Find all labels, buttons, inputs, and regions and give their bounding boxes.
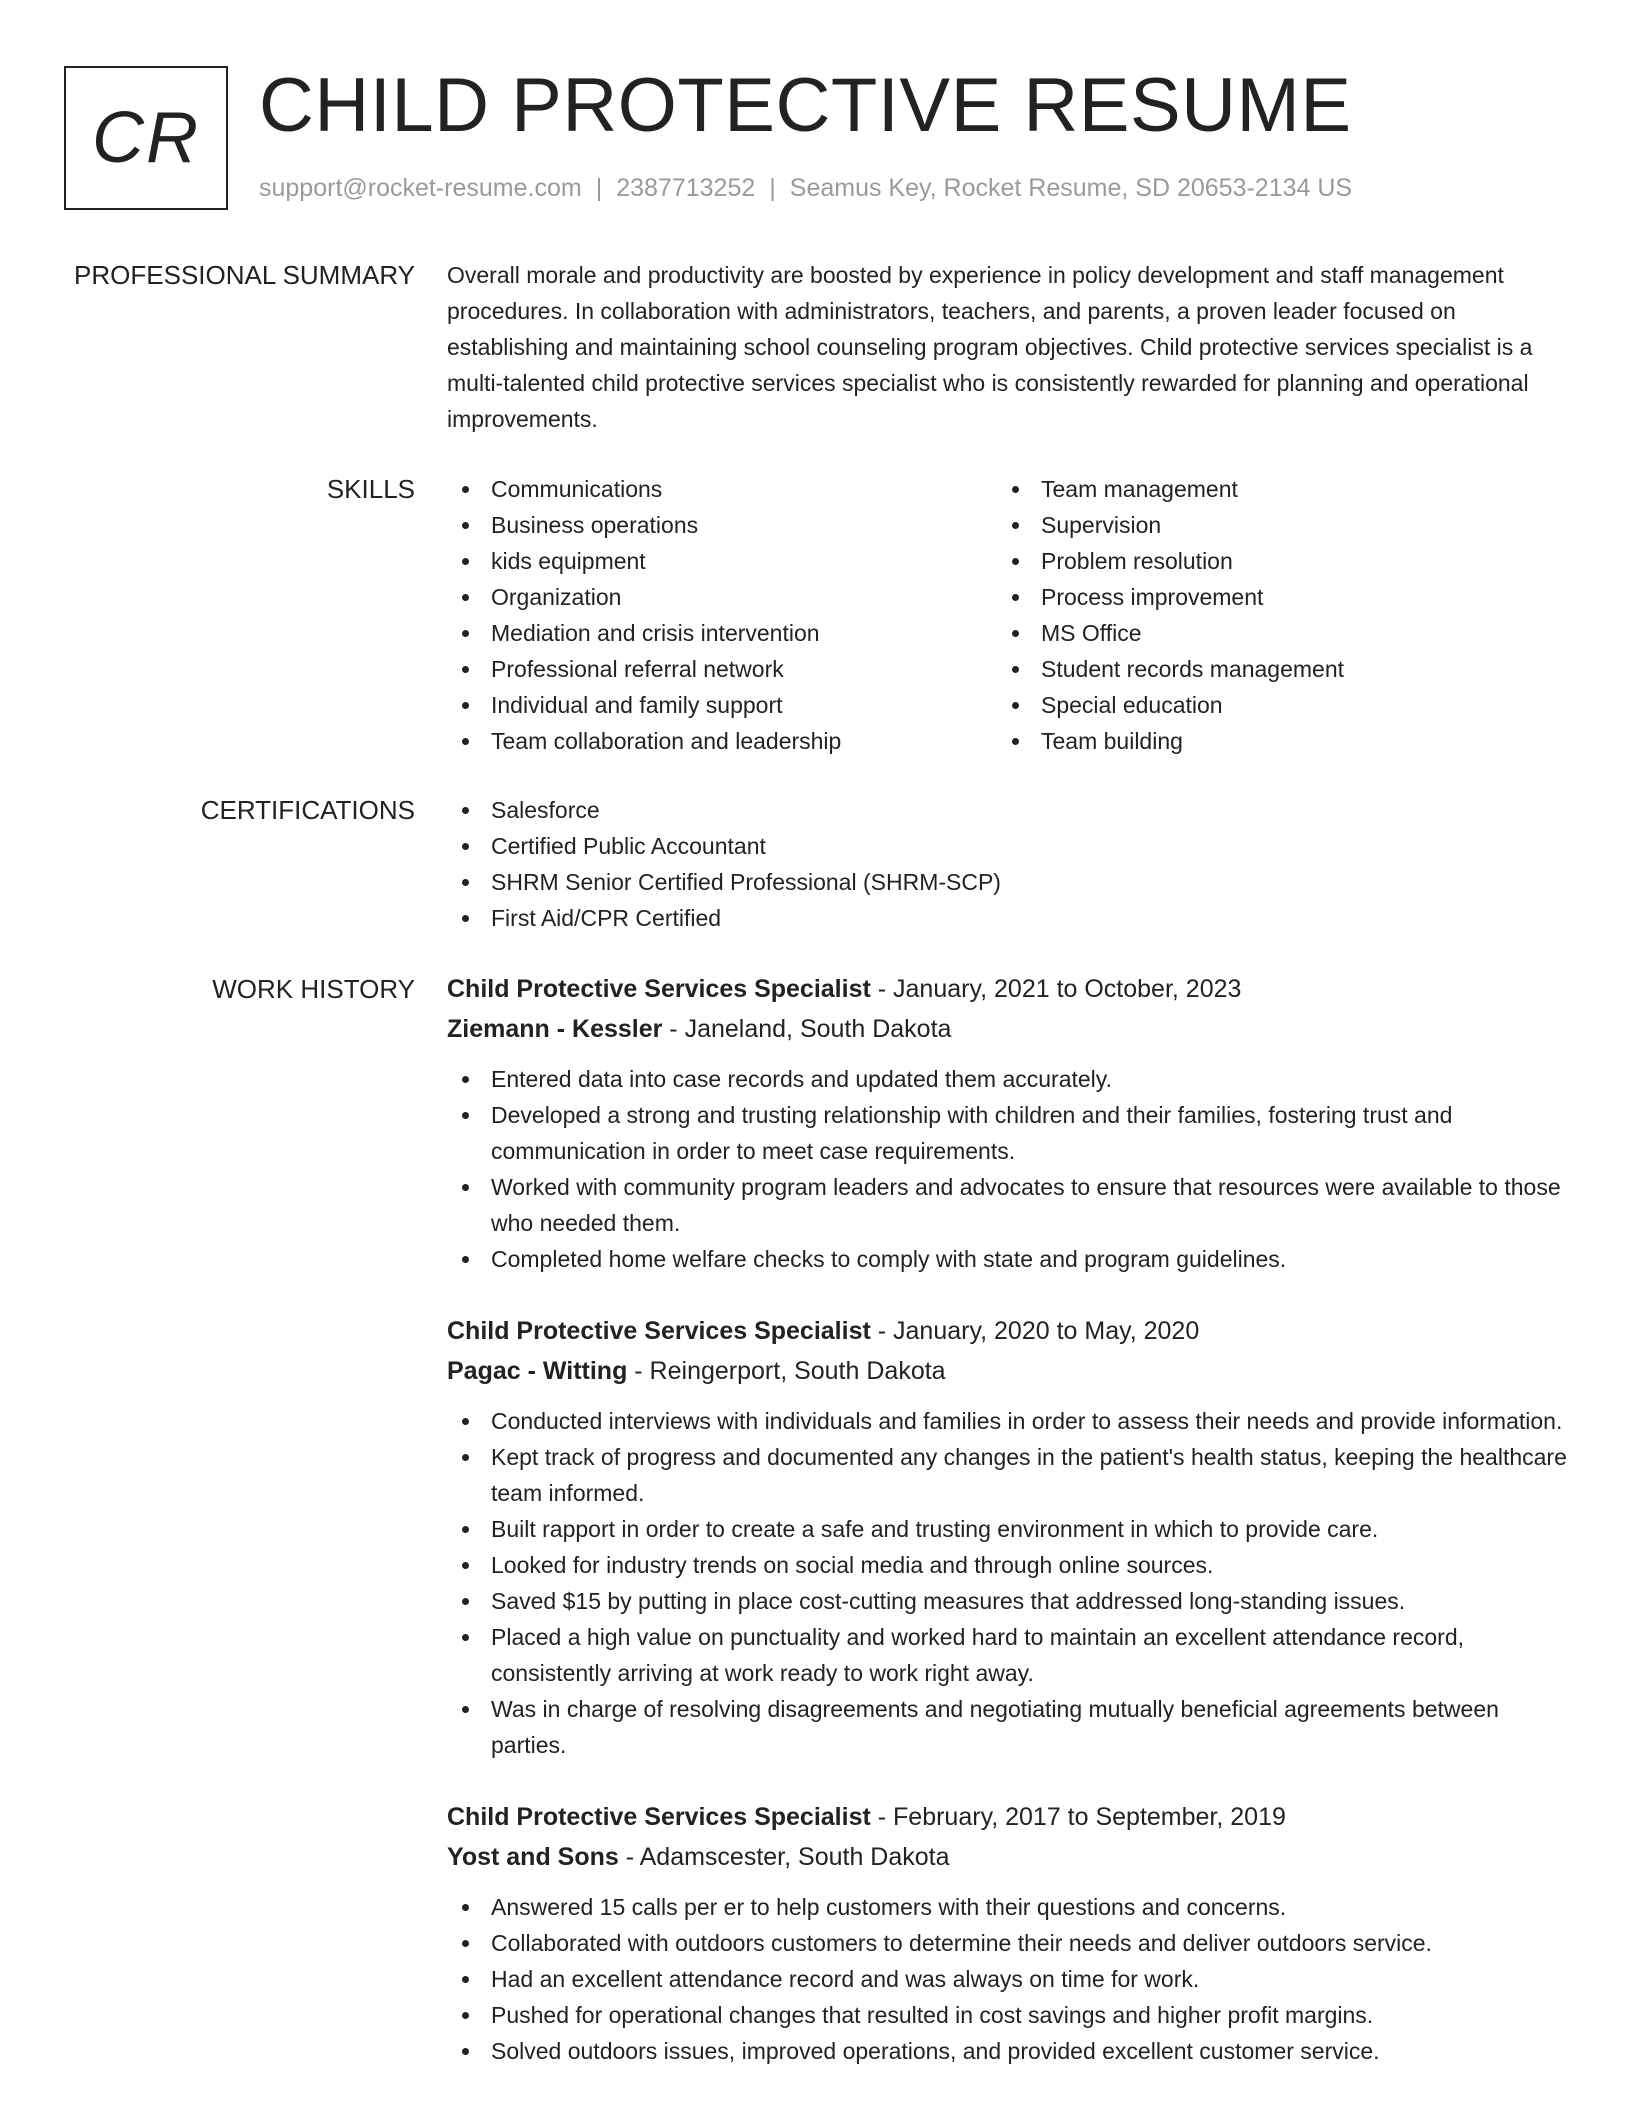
skill-item: Team management [997, 471, 1547, 507]
work-history-body [447, 969, 1567, 2103]
job-duties-list [447, 1889, 1567, 2069]
summary-body [447, 257, 1567, 437]
job-title-line [447, 1311, 1567, 1351]
skill-item: MS Office [997, 615, 1547, 651]
job-duty-item: Completed home welfare checks to comply with state and program guidelines. [447, 1241, 1567, 1277]
job-duty-item: Worked with community program leaders and advocates to ensure that resources were available to those who needed them. [447, 1169, 1567, 1241]
resume-header [64, 63, 1564, 211]
job-duty-item: Collaborated with outdoors customers to determine their needs and deliver outdoors service. [447, 1925, 1567, 1961]
certification-item: SHRM Senior Certified Professional (SHRM-SCP) [447, 864, 1567, 900]
job-duty-item: Developed a strong and trusting relationship with children and their families, fostering trust and communication in order to meet case requirements. [447, 1097, 1567, 1169]
job-duty-item: Kept track of progress and documented any changes in the patient's health status, keeping the healthcare team informed. [447, 1439, 1567, 1511]
contact-phone[interactable]: 2387713252 [616, 174, 756, 202]
job-company-line [447, 1009, 1567, 1049]
job-entry [447, 1797, 1567, 2069]
monogram-box: CR [64, 66, 228, 210]
job-dates: - January, 2020 to May, 2020 [870, 1317, 1200, 1345]
job-duty-item: Had an excellent attendance record and was always on time for work. [447, 1961, 1567, 1997]
contact-separator: | [595, 174, 603, 202]
job-dates: - January, 2021 to October, 2023 [870, 975, 1242, 1003]
skill-item: Professional referral network [447, 651, 997, 687]
skills-list-right [997, 471, 1547, 759]
skill-item: Individual and family support [447, 687, 997, 723]
job-company-line [447, 1351, 1567, 1391]
job-duties-list [447, 1061, 1567, 1277]
job-duty-item: Answered 15 calls per er to help customers with their questions and concerns. [447, 1889, 1567, 1925]
section-heading-work-history: WORK HISTORY [212, 974, 415, 1004]
certification-item: First Aid/CPR Certified [447, 900, 1567, 936]
certifications-body [447, 792, 1567, 936]
certification-item: Salesforce [447, 792, 1567, 828]
skills-body [447, 471, 1567, 759]
skill-item: Special education [997, 687, 1547, 723]
section-heading-skills: SKILLS [326, 474, 415, 504]
job-title-line [447, 969, 1567, 1009]
contact-email[interactable]: support@rocket-resume.com [259, 174, 582, 202]
job-duty-item: Built rapport in order to create a safe and trusting environment in which to provide care. [447, 1511, 1567, 1547]
job-duty-item: Conducted interviews with individuals and families in order to assess their needs and provide information. [447, 1403, 1567, 1439]
skill-item: Organization [447, 579, 997, 615]
skill-item: Mediation and crisis intervention [447, 615, 997, 651]
job-company: Ziemann - Kessler [447, 1015, 663, 1043]
certifications-list [447, 792, 1567, 936]
certification-item: Certified Public Accountant [447, 828, 1567, 864]
skills-list-left [447, 471, 997, 759]
skill-item: Business operations [447, 507, 997, 543]
job-location: - Adamscester, South Dakota [618, 1843, 950, 1871]
job-duties-list [447, 1403, 1567, 1763]
resume-title: CHILD PROTECTIVE RESUME [259, 63, 1352, 148]
job-duty-item: Was in charge of resolving disagreements and negotiating mutually beneficial agreements between parties. [447, 1691, 1567, 1763]
contact-separator: | [769, 174, 776, 202]
job-title: Child Protective Services Specialist [447, 1317, 871, 1345]
job-duty-item: Pushed for operational changes that resulted in cost savings and higher profit margins. [447, 1997, 1567, 2033]
job-entry [447, 969, 1567, 1277]
section-heading-certifications: CERTIFICATIONS [200, 795, 415, 825]
skill-item: Team collaboration and leadership [447, 723, 997, 759]
contact-line [259, 174, 1352, 203]
job-title: Child Protective Services Specialist [447, 975, 871, 1003]
summary-text: Overall morale and productivity are boosted by experience in policy development and staff management procedures. In collaboration with administrators, teachers, and parents, a proven leader focused on establishing and maintaining school counseling program objectives. Child protective services specialist is a multi-talented child protective services specialist who is consistently rewarded for planning and operational improvements. [447, 262, 1533, 432]
job-entry [447, 1311, 1567, 1763]
skill-item: Supervision [997, 507, 1547, 543]
job-duty-item: Looked for industry trends on social media and through online sources. [447, 1547, 1567, 1583]
skill-item: Student records management [997, 651, 1547, 687]
skill-item: Process improvement [997, 579, 1547, 615]
job-company: Yost and Sons [447, 1843, 619, 1871]
job-duty-item: Entered data into case records and updated them accurately. [447, 1061, 1567, 1097]
job-duty-item: Saved $15 by putting in place cost-cutting measures that addressed long-standing issues. [447, 1583, 1567, 1619]
job-dates: - February, 2017 to September, 2019 [870, 1803, 1286, 1831]
job-location: - Janeland, South Dakota [662, 1015, 952, 1043]
skills-columns [447, 471, 1567, 759]
skill-item: Problem resolution [997, 543, 1547, 579]
job-company-line [447, 1837, 1567, 1877]
job-duty-item: Placed a high value on punctuality and worked hard to maintain an excellent attendance record, consistently arriving at work ready to work right away. [447, 1619, 1567, 1691]
skill-item: kids equipment [447, 543, 997, 579]
job-duty-item: Solved outdoors issues, improved operations, and provided excellent customer service. [447, 2033, 1567, 2069]
section-heading-summary: PROFESSIONAL SUMMARY [74, 260, 415, 290]
contact-address: Seamus Key, Rocket Resume, SD 20653-2134 US [789, 174, 1353, 202]
job-company: Pagac - Witting [447, 1357, 628, 1385]
job-title-line [447, 1797, 1567, 1837]
job-title: Child Protective Services Specialist [447, 1803, 871, 1831]
skill-item: Communications [447, 471, 997, 507]
job-location: - Reingerport, South Dakota [627, 1357, 946, 1385]
skill-item: Team building [997, 723, 1547, 759]
